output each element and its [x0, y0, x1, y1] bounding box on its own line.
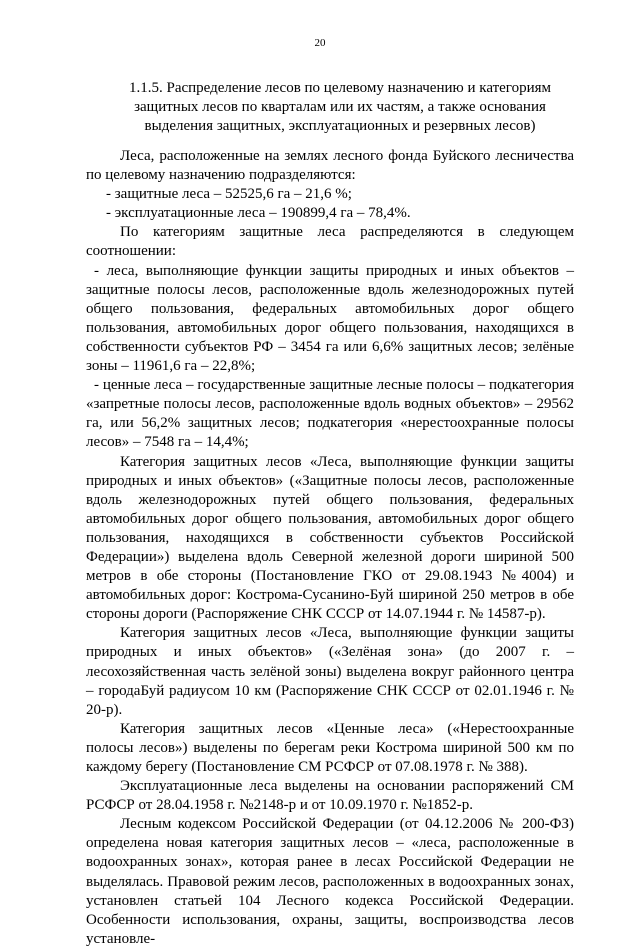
page-number: 20: [314, 37, 326, 49]
document-body: [86, 147, 574, 949]
paragraph-forest-code: Лесным кодексом Российской Федерации (от 04.12.2006 № 200-ФЗ) определена новая категория защитных лесов – «леса, расположенные в водоохранных зонах», которая ранее в лесах Российской Федерации не выделялась. Правовой режим лесов, расположенных в водоохранных зонах, установлен статьей 104 Лесного кодекса Российской Федерации. Особенности использования, охраны, защиты, воспроизводства лесов установле-: [86, 816, 574, 947]
list-item-exploitation: - эксплуатационные леса – 190899,4 га – 78,4%.: [106, 205, 411, 222]
paragraph-category-spawning: Категория защитных лесов «Ценные леса» («Нерестоохранные полосы лесов») выделены по берегам реки Кострома шириной 500 км по каждому берегу (Постановление СМ РСФСР от 07.08.1978 г. № 388).: [86, 720, 574, 775]
paragraph-valuable-forests: - ценные леса – государственные защитные лесные полосы – подкатегория «запретные полосы лесов, расположенные вдоль водных объектов» – 29562 га, или 56,2% защитных лесов; подкатегория «нерестоохранные полосы лесов» – 7548 га – 14,4%;: [86, 377, 574, 451]
paragraph-categories: По категориям защитные леса распределяются в следующем соотношении:: [86, 224, 574, 260]
section-heading: 1.1.5. Распределение лесов по целевому назначению и категориям защитных лесов по кварталам или их частям, а также основания выделения защитных, эксплуатационных и резервных лесов): [128, 80, 551, 134]
paragraph-exploitation: Эксплуатационные леса выделены на основании распоряжений СМ РСФСР от 28.04.1958 г. №2148-р и от 10.09.1970 г. №1852-р.: [86, 778, 574, 814]
paragraph-protection-functions: - леса, выполняющие функции защиты природных и иных объектов – защитные полосы лесов, расположенные вдоль железнодорожных путей общего пользования, федеральных автомобильных дорог общего пользования, автомобильных дорог общего пользования, находящихся в собственности субъектов РФ – 3454 га или 6,6% защитных лесов; зелёные зоны – 11961,6 га – 22,8%;: [86, 262, 574, 375]
list-item-protective: - защитные леса – 52525,6 га – 21,6 %;: [106, 186, 352, 203]
paragraph-category-green-zone: Категория защитных лесов «Леса, выполняющие функции защиты природных и иных объектов» («Зелёная зона» (до 2007 г. – лесохозяйственная часть зелёной зоны) выделена вокруг районного центра – городаБуй радиусом 10 км (Распоряжение СНК СССР от 02.01.1946 г. № 20-р).: [86, 625, 574, 718]
paragraph-intro: Леса, расположенные на землях лесного фонда Буйского лесничества по целевому назначению подразделяются:: [86, 148, 574, 184]
paragraph-category-protective-strips: Категория защитных лесов «Леса, выполняющие функции защиты природных и иных объектов» («Защитные полосы лесов, расположенные вдоль железнодорожных путей общего пользования, федеральных автомобильных дорог общего пользования, автомобильных дорог общего пользования, находящихся в собственности субъектов Российской Федерации») выделена вдоль Северной железной дороги шириной 500 метров в обе стороны (Постановление ГКО от 29.08.1943 №4004) и автомобильных дорог: Кострома-Сусанино-Буй шириной 250 метров в обе стороны дороги (Распоряжение СНК СССР от 14.07.1944 г. № 14587-р).: [86, 453, 574, 623]
